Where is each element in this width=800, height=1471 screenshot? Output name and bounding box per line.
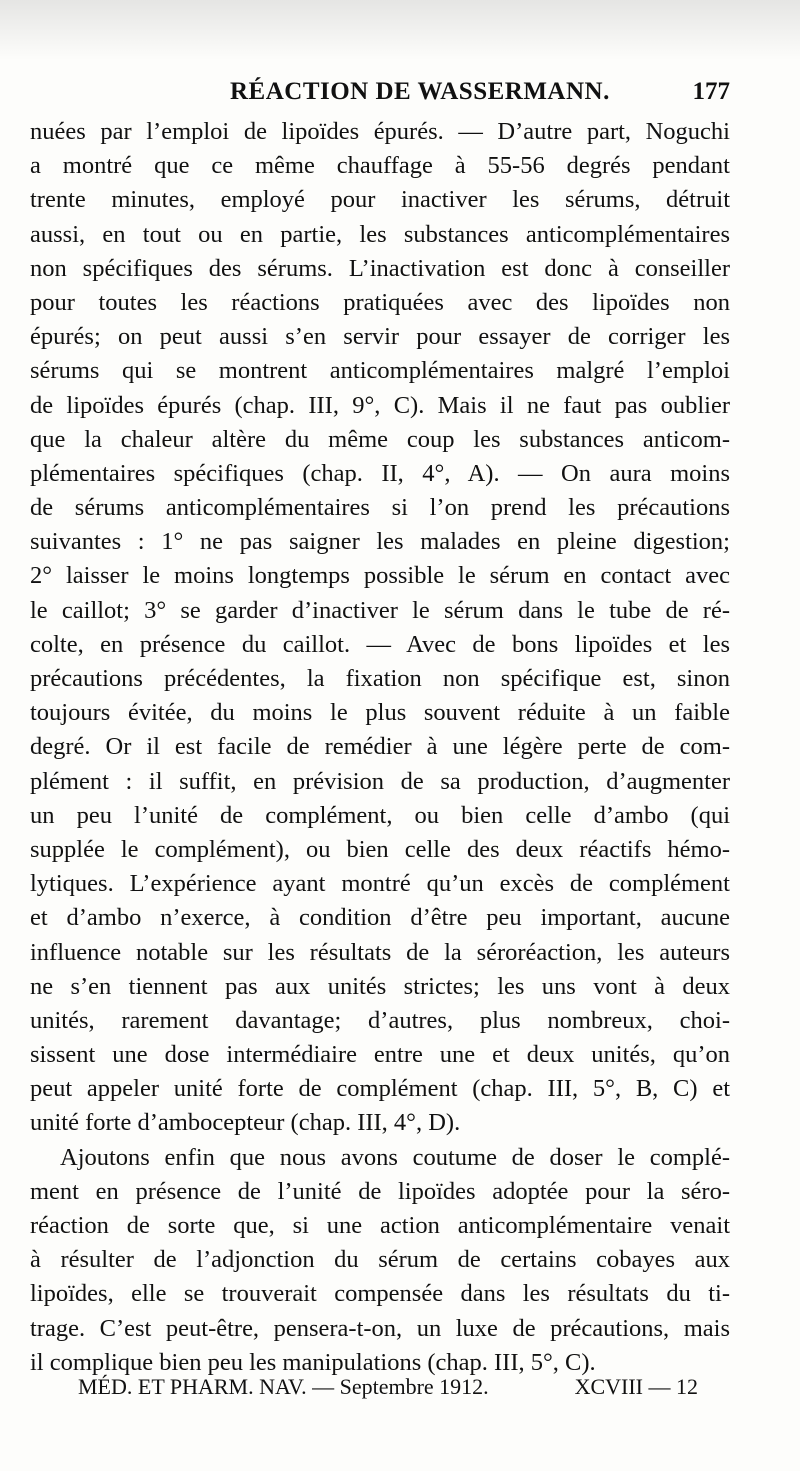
text-line: le caillot; 3° se garder d’inactiver le sérum dans le tube de ré-	[30, 596, 730, 624]
text-line: suivantes : 1° ne pas saigner les malades en pleine digestion;	[30, 528, 730, 556]
running-title: RÉACTION DE WASSERMANN.	[230, 78, 610, 105]
text-line: peut appeler unité forte de complément (chap. III, 5°, B, C) et	[30, 1075, 730, 1103]
footer-signature: XCVIII — 12	[574, 1374, 698, 1399]
text-line: sissent une dose intermédiaire entre une et deux unités, qu’on	[30, 1041, 730, 1069]
text-line: pour toutes les réactions pratiquées avec des lipoïdes non	[30, 288, 730, 316]
text-line: non spécifiques des sérums. L’inactivation est donc à conseiller	[30, 254, 730, 282]
text-line: unité forte d’ambocepteur (chap. III, 4°, D).	[30, 1109, 461, 1137]
body-text	[30, 115, 730, 1380]
text-line: précautions précédentes, la fixation non spécifique est, sinon	[30, 665, 730, 692]
text-line: de lipoïdes épurés (chap. III, 9°, C). Mais il ne faut pas oublier	[30, 391, 730, 419]
text-line: colte, en présence du caillot. — Avec de bons lipoïdes et les	[30, 630, 730, 658]
text-line: plément : il suffit, en prévision de sa production, d’augmenter	[30, 767, 730, 795]
text-line: ne s’en tiennent pas aux unités strictes; les uns vont à deux	[30, 972, 730, 1000]
text-line: plémentaires spécifiques (chap. II, 4°, A). — On aura moins	[30, 459, 730, 487]
page-footer	[78, 1374, 698, 1410]
text-line: que la chaleur altère du même coup les substances anticom-	[30, 425, 730, 453]
text-line: Ajoutons enfin que nous avons coutume de doser le complé-	[60, 1143, 730, 1171]
text-line: sérums qui se montrent anticomplémentaires malgré l’emploi	[30, 357, 730, 385]
scan-shadow	[0, 0, 800, 60]
text-line: lytiques. L’expérience ayant montré qu’un excès de complément	[30, 870, 730, 898]
text-line: influence notable sur les résultats de la séroréaction, les auteurs	[30, 938, 730, 966]
text-line: trente minutes, employé pour inactiver les sérums, détruit	[30, 186, 730, 214]
text-line: à résulter de l’adjonction du sérum de certains cobayes aux	[30, 1246, 730, 1274]
text-line: et d’ambo n’exerce, à condition d’être peu important, aucune	[30, 904, 730, 932]
text-line: lipoïdes, elle se trouverait compensée dans les résultats du ti-	[30, 1280, 730, 1308]
page-number: 177	[692, 78, 730, 105]
text-line: degré. Or il est facile de remédier à une légère perte de com-	[30, 733, 730, 761]
text-line: trage. C’est peut-être, pensera-t-on, un luxe de précautions, mais	[30, 1314, 730, 1342]
text-line: supplée le complément), ou bien celle des deux réactifs hémo-	[30, 835, 730, 863]
text-line: de sérums anticomplémentaires si l’on prend les précautions	[30, 494, 730, 522]
text-line: unités, rarement davantage; d’autres, plus nombreux, choi-	[30, 1006, 730, 1034]
footer-publication: MÉD. ET PHARM. NAV. — Septembre 1912.	[78, 1374, 489, 1399]
text-line: ment en présence de l’unité de lipoïdes adoptée pour la séro-	[30, 1177, 730, 1205]
text-line: réaction de sorte que, si une action anticomplémentaire venait	[30, 1212, 730, 1239]
text-line: il complique bien peu les manipulations (chap. III, 5°, C).	[30, 1348, 596, 1376]
text-line: toujours évitée, du moins le plus souvent réduite à un faible	[30, 699, 730, 727]
page-header	[30, 74, 730, 114]
text-line: aussi, en tout ou en partie, les substances anticomplémentaires	[30, 220, 730, 248]
text-line: a montré que ce même chauffage à 55-56 degrés pendant	[30, 152, 730, 180]
text-line: un peu l’unité de complément, ou bien celle d’ambo (qui	[30, 801, 730, 829]
text-line: 2° laisser le moins longtemps possible le sérum en contact avec	[30, 562, 730, 590]
text-line: épurés; on peut aussi s’en servir pour essayer de corriger les	[30, 323, 730, 351]
text-line: nuées par l’emploi de lipoïdes épurés. — D’autre part, Noguchi	[30, 118, 730, 145]
